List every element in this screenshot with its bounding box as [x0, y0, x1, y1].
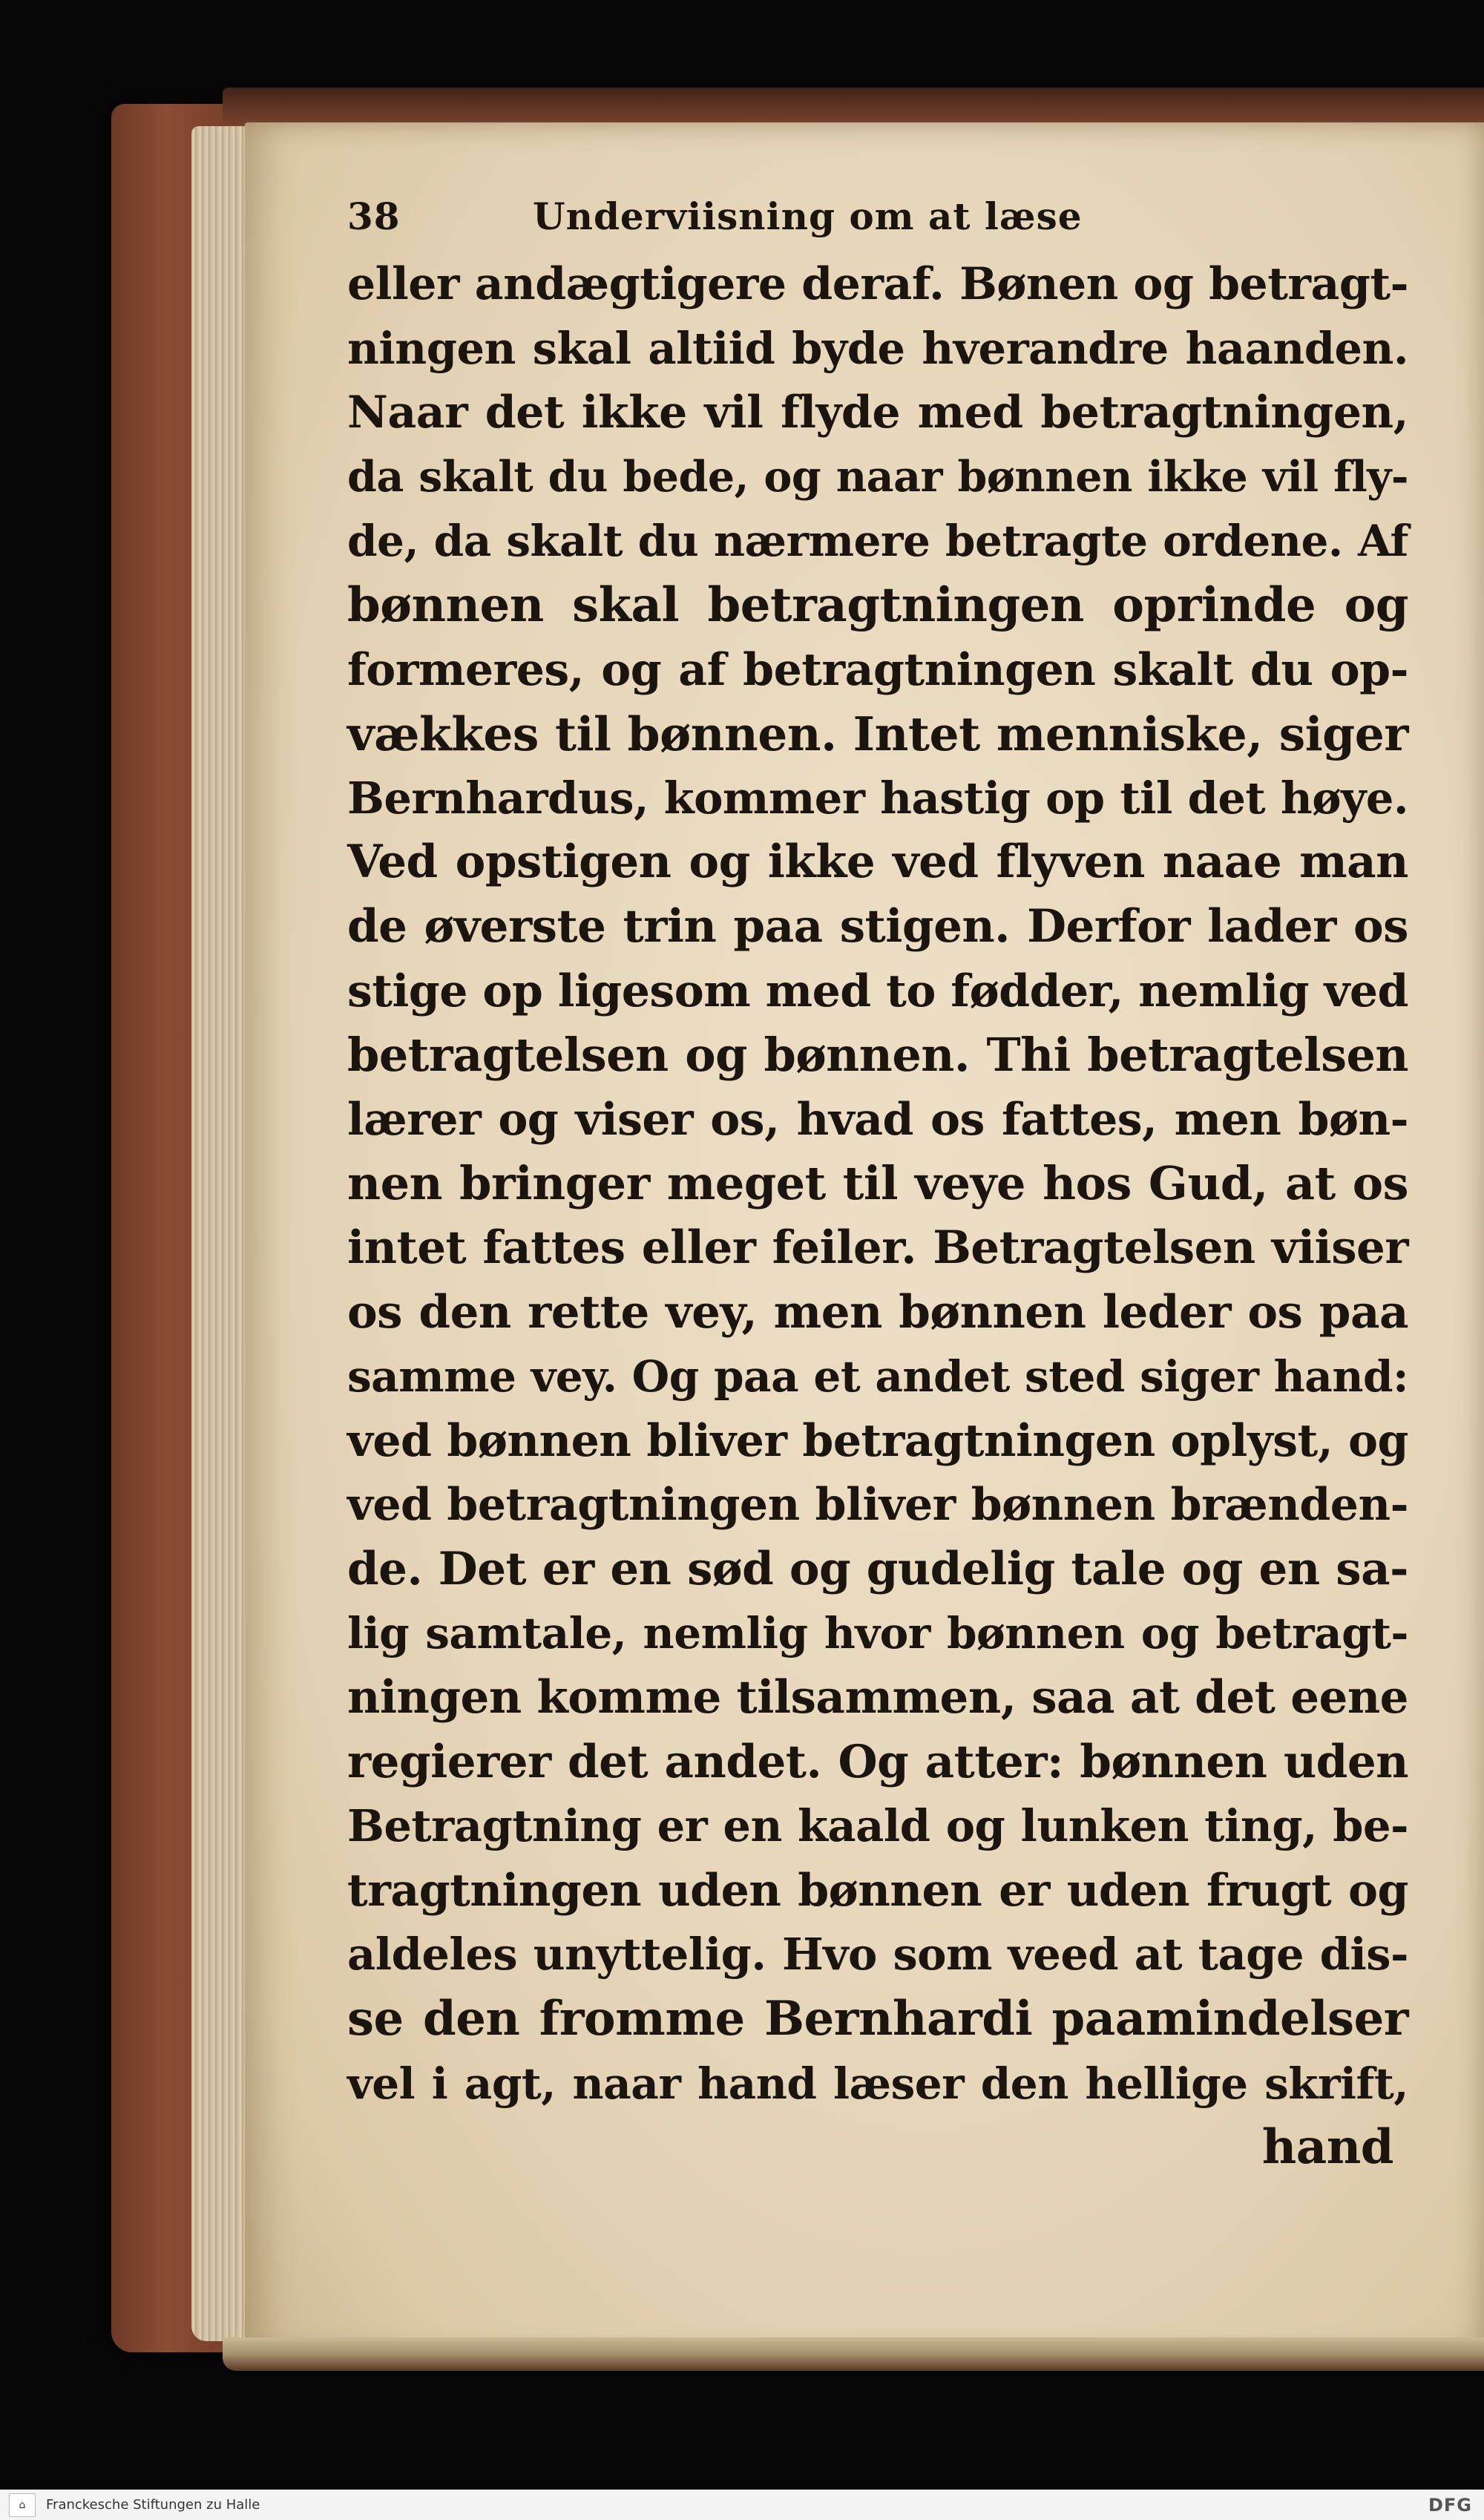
institution-logo-icon: ⌂	[9, 2493, 36, 2517]
text-line: da skalt du bede, og naar bønnen ikke vil fly-	[347, 451, 1408, 502]
text-line: aldeles unyttelig. Hvo som veed at tage dis-	[347, 1929, 1408, 1981]
text-line: os den rette vey, men bønnen leder os paa	[347, 1285, 1408, 1339]
text-line: se den fromme Bernhardi paamindelser	[347, 1991, 1408, 2047]
text-line: stige op ligesom med to fødder, nemlig ved	[347, 965, 1408, 1017]
text-line: betragtelsen og bønnen. Thi betragtelsen	[347, 1028, 1408, 1083]
text-line: intet fattes eller feiler. Betragtelsen viiser	[347, 1221, 1408, 1274]
text-line: vel i agt, naar hand læser den hellige skrift,	[347, 2058, 1408, 2109]
page-number: 38	[347, 194, 401, 238]
running-title: Underviisning om at læse	[533, 194, 1083, 238]
text-line: Ved opstigen og ikke ved flyven naae man	[347, 836, 1408, 889]
page-text-block	[347, 194, 1408, 2180]
text-line: samme vey. Og paa et andet sted siger hand:	[347, 1351, 1408, 1402]
text-line: bønnen skal betragtningen oprinde og	[347, 577, 1408, 633]
text-line: formeres, og af betragtningen skalt du op-	[347, 643, 1408, 696]
text-line: de. Det er en sød og gudelig tale og en sa-	[347, 1542, 1408, 1595]
text-line: vækkes til bønnen. Intet menniske, siger	[347, 706, 1408, 762]
text-line: Bernhardus, kommer hastig op til det høye.	[347, 772, 1408, 824]
text-line: regierer det andet. Og atter: bønnen uden	[347, 1735, 1408, 1788]
institution-name: Franckesche Stiftungen zu Halle	[46, 2497, 260, 2513]
text-line: ningen komme tilsammen, saa at det eene	[347, 1671, 1408, 1725]
dfg-logo: DFG	[1428, 2494, 1472, 2516]
text-line: nen bringer meget til veye hos Gud, at os	[347, 1156, 1408, 1211]
text-line: eller andægtigere deraf. Bønen og betragt-	[347, 258, 1408, 310]
text-line: lig samtale, nemlig hvor bønnen og betragt-	[347, 1608, 1408, 1659]
running-head	[347, 194, 1408, 252]
text-line: ved bønnen bliver betragtningen oplyst, og	[347, 1414, 1408, 1467]
page-bottom-edge	[223, 2337, 1484, 2371]
text-line: de, da skalt du nærmere betragte ordene. Af	[347, 516, 1408, 567]
footer-bar	[0, 2490, 1484, 2520]
text-line: Naar det ikke vil flyde med betragtningen,	[347, 387, 1408, 439]
text-line: tragtningen uden bønnen er uden frugt og	[347, 1864, 1408, 1917]
text-line: Betragtning er en kaald og lunken ting, be-	[347, 1800, 1408, 1852]
text-line: ved betragtningen bliver bønnen brænden-	[347, 1479, 1408, 1532]
text-line: lærer og viser os, hvad os fattes, men bøn-	[347, 1093, 1408, 1146]
text-line: de øverste trin paa stigen. Derfor lader os	[347, 899, 1408, 953]
text-line: ningen skal altiid byde hverandre haanden.	[347, 322, 1408, 374]
catchword: hand	[1261, 2119, 1393, 2176]
body-text	[347, 252, 1408, 2116]
